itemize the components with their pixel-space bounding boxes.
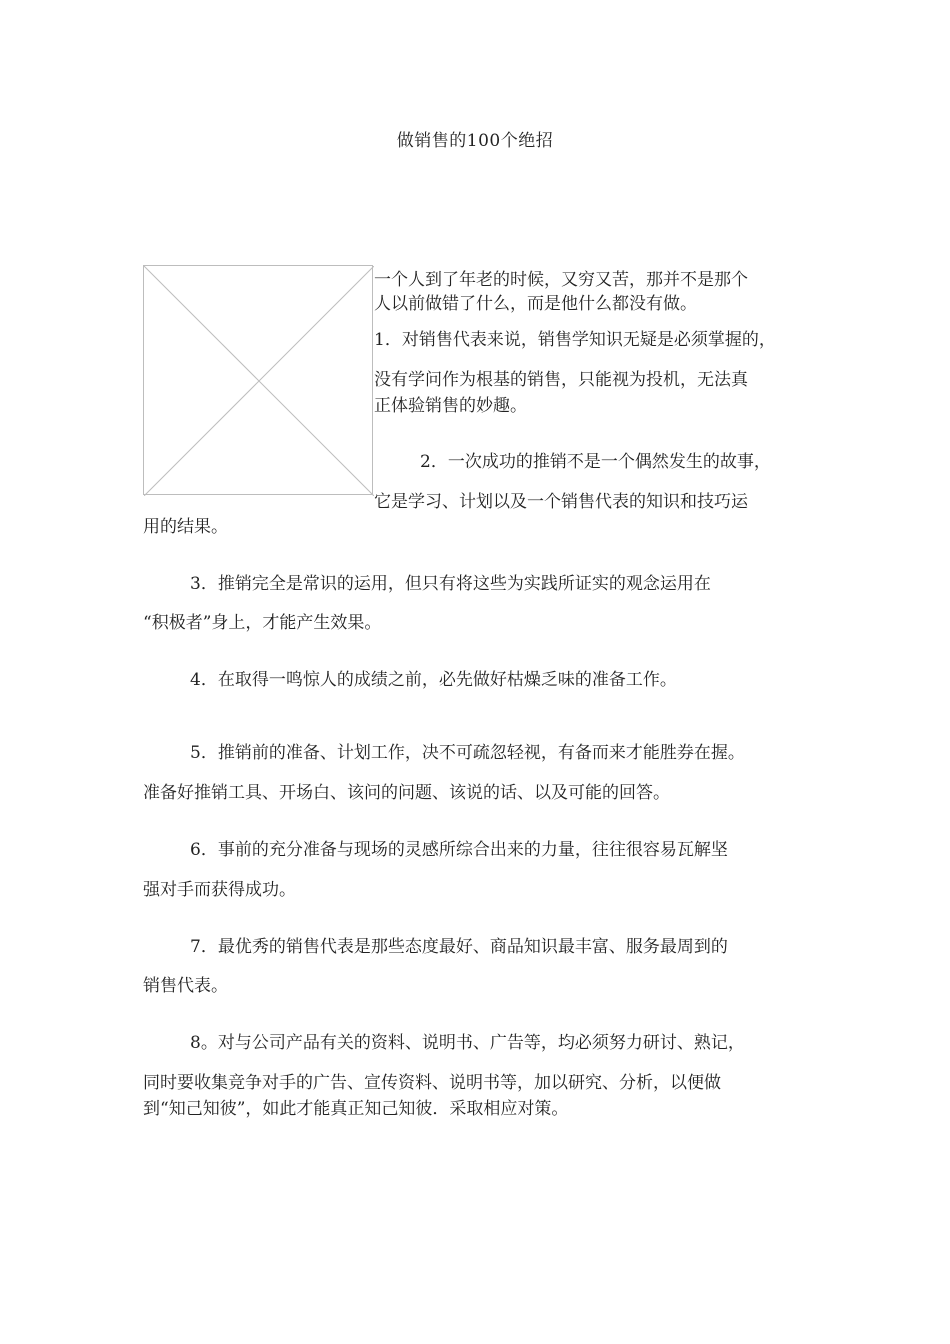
body-line: 7．最优秀的销售代表是那些态度最好、商品知识最丰富、服务最周到的 [190, 937, 728, 957]
body-line: 正体验销售的妙趣。 [374, 396, 527, 416]
body-line: 5．推销前的准备、计划工作，决不可疏忽轻视，有备而来才能胜券在握。 [190, 743, 745, 763]
body-line: 1．对销售代表来说，销售学知识无疑是必须掌握的， [374, 330, 776, 350]
body-line: 4．在取得一鸣惊人的成绩之前，必先做好枯燥乏味的准备工作。 [190, 670, 677, 690]
body-line: “积极者”身上，才能产生效果。 [143, 613, 382, 633]
body-line: 没有学问作为根基的销售，只能视为投机，无法真 [374, 370, 748, 390]
body-line: 人以前做错了什么，而是他什么都没有做。 [374, 294, 697, 314]
body-line: 8。对与公司产品有关的资料、说明书、广告等，均必须努力研讨、熟记， [190, 1033, 745, 1053]
body-line: 销售代表。 [143, 976, 228, 996]
body-line: 3．推销完全是常识的运用，但只有将这些为实践所证实的观念运用在 [190, 574, 711, 594]
body-line: 到“知己知彼”，如此才能真正知己知彼．采取相应对策。 [143, 1099, 569, 1119]
body-line: 6．事前的充分准备与现场的灵感所综合出来的力量，往往很容易瓦解坚 [190, 840, 728, 860]
page-title: 做销售的100个绝招 [396, 131, 554, 151]
body-line: 准备好推销工具、开场白、该问的问题、该说的话、以及可能的回答。 [143, 783, 670, 803]
image-placeholder [143, 265, 373, 495]
body-line: 用的结果。 [143, 517, 228, 537]
body-line: 同时要收集竞争对手的广告、宣传资料、说明书等，加以研究、分析，以便做 [143, 1073, 721, 1093]
broken-image-icon [144, 266, 374, 496]
body-line: 它是学习、计划以及一个销售代表的知识和技巧运 [374, 492, 748, 512]
body-line: 强对手而获得成功。 [143, 880, 296, 900]
body-line: 一个人到了年老的时候，又穷又苦，那并不是那个 [374, 270, 748, 290]
body-line: 2．一次成功的推销不是一个偶然发生的故事， [420, 452, 771, 472]
